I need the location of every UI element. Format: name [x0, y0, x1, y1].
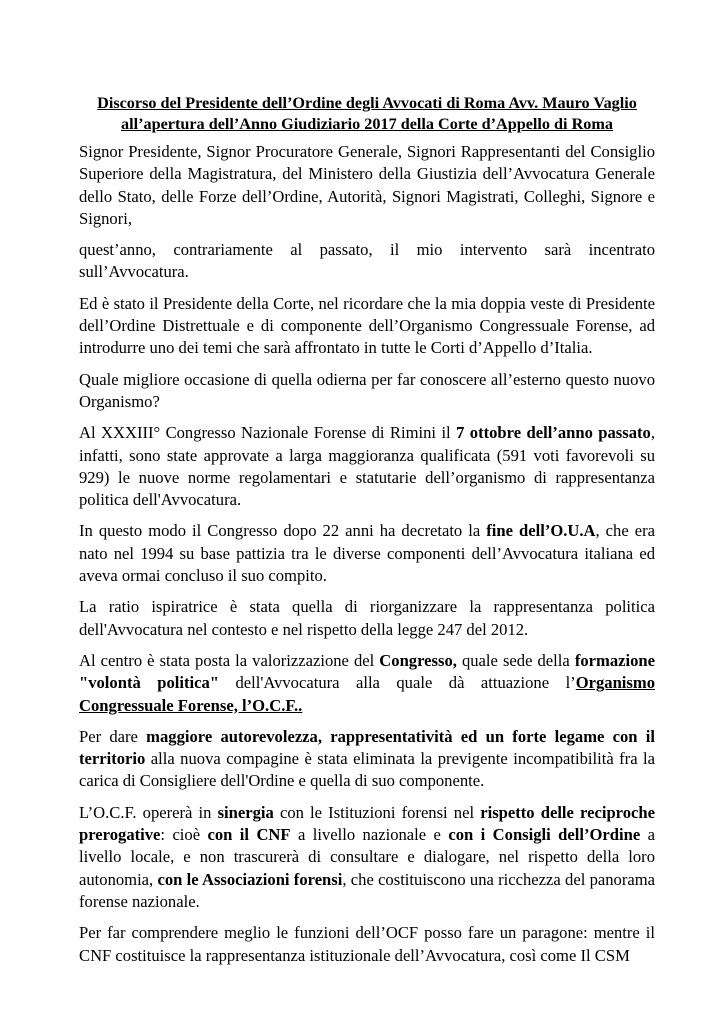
text: L’O.C.F. opererà in [79, 802, 218, 822]
title-line-2: all’apertura dell’Anno Giudiziario 2017 della Corte d’Appello di Roma [121, 115, 613, 133]
document-title [79, 93, 655, 135]
text: a livello nazionale e [290, 825, 449, 845]
title-line-1: Discorso del Presidente dell’Ordine degli Avvocati di Roma Avv. Mauro Vaglio [97, 94, 637, 112]
paragraph-intro: quest’anno, contrariamente al passato, il mio intervento sarà incentrato sull’Avvocatura. [79, 240, 655, 282]
paragraph-congress-rimini [79, 422, 655, 511]
text: In questo modo il Congresso dopo 22 anni ha decretato la [79, 521, 487, 541]
paragraph-end-oua [79, 520, 655, 587]
bold-text: Congresso, [379, 650, 457, 670]
text: Al XXXIII° Congresso Nazionale Forense di Rimini il [79, 423, 457, 443]
text: a livello locale, e non trascurerà di consultare e dialogare, nel rispetto della loro autonomia, [79, 825, 655, 889]
bold-text: fine dell’O.U.A [486, 521, 596, 541]
paragraph-congress-value [79, 650, 655, 717]
text: , che costituiscono una ricchezza del panorama forense nazionale. [79, 869, 655, 911]
paragraph-authority [79, 726, 655, 793]
bold-text: 7 ottobre dell’anno passato [456, 423, 651, 443]
text: , che era nato nel 1994 su base pattizia tra le diverse componenti dell’Avvocatura italiana ed aveva ormai concluso il suo compito. [79, 521, 655, 586]
paragraph-question: Quale migliore occasione di quella odierna per far conoscere all’esterno questo nuovo Organismo? [79, 369, 655, 411]
paragraph-comparison: Per far comprendere meglio le funzioni dell’OCF posso fare un paragone: mentre il CNF costituisce la rappresentanza istituzionale dell’Avvocatura, così come Il CSM [79, 923, 655, 965]
text: quale sede della [456, 650, 575, 670]
bold-text: maggiore autorevolezza, rappresentatività ed un forte legame con il territorio [79, 726, 655, 769]
paragraph-ratio: La ratio ispiratrice è stata quella di riorganizzare la rappresentanza politica dell'Avvocatura nel contesto e nel rispetto della legge 247 del 2012. [79, 597, 655, 639]
text: dell'Avvocatura alla quale dà attuazione l’ [219, 673, 576, 693]
bold-text: rispetto delle reciproche prerogative [79, 802, 655, 845]
paragraph-greeting: Signor Presidente, Signor Procuratore Generale, Signori Rappresentanti del Consiglio Superiore della Magistratura, del Ministero della Giustizia dell’Avvocatura Generale dello Stato, delle Forze dell’Ordine, Autorità, Signori Magistrati, Colleghi, Signore e Signori, [79, 142, 655, 228]
text: con le Istituzioni forensi nel [273, 802, 481, 822]
paragraph-synergy [79, 802, 655, 913]
text: Per dare [79, 726, 147, 746]
bold-text: formazione "volontà politica" [79, 650, 655, 693]
text: , infatti, sono state approvate a larga maggioranza qualificata (591 voti favorevoli su 929) le nuove norme regolamentari e statutarie dell’organismo di rappresentanza politica dell'Avvocatura. [79, 423, 655, 510]
bold-text: con il CNF [207, 825, 291, 845]
text: Al centro è stata posta la valorizzazione del [79, 650, 380, 670]
text: : cioè [160, 825, 208, 845]
bold-text: con i Consigli dell’Ordine [448, 825, 641, 845]
bold-text: con le Associazioni forensi [157, 869, 343, 889]
bold-text: sinergia [217, 802, 274, 822]
bold-underlined-text: Organismo Congressuale Forense, l’O.C.F.. [79, 673, 655, 715]
text: alla nuova compagine è stata eliminata la previgente incompatibilità fra la carica di Consigliere dell'Ordine e quella di suo componente. [79, 749, 655, 791]
paragraph-president-court: Ed è stato il Presidente della Corte, nel ricordare che la mia doppia veste di Presidente dell’Ordine Distrettuale e di componente dell’Organismo Congressuale Forense, ad introdurre uno dei temi che sarà affrontato in tutte le Corti d’Appello d’Italia. [79, 293, 655, 358]
